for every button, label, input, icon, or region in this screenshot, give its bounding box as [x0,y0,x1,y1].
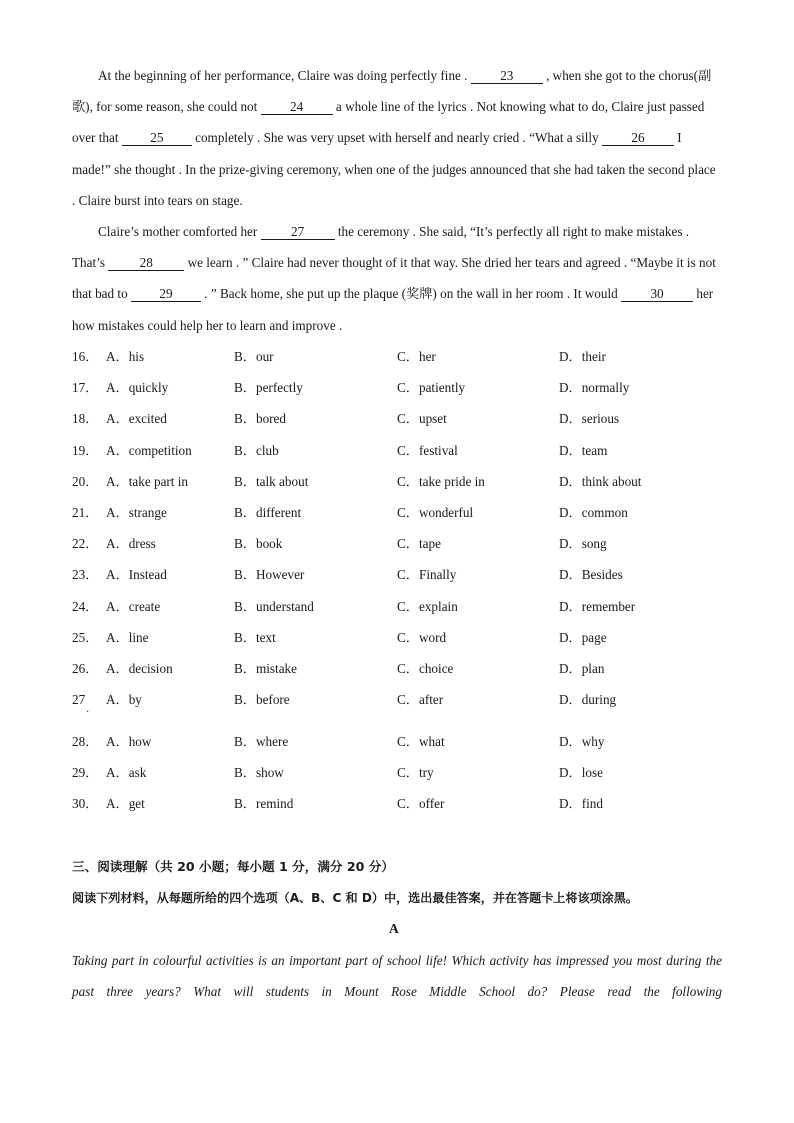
option-a: A．decision [106,661,173,676]
option-c: C．festival [397,443,458,458]
option-d: D．why [559,734,605,749]
option-a: A．how [106,734,152,749]
passage-paragraph-1 [72,60,722,216]
option-a: A．dress [106,536,156,551]
question-row [72,628,732,648]
option-c: C．her [397,349,436,364]
option-d: D．think about [559,474,642,489]
option-d: D．find [559,796,603,811]
option-b: B．show [234,765,284,780]
option-a: A．quickly [106,380,169,395]
section-instruction: 阅读下列材料，从每题所给的四个选项（A、B、C 和 D）中，选出最佳答案，并在答题卡上将该项涂黑。 [72,891,638,905]
question-row [72,472,732,492]
option-d: D．team [559,443,608,458]
question-row [72,565,732,585]
question-row [72,597,732,617]
option-b: B．text [234,630,276,645]
question-number: 26． [72,661,99,676]
option-a: A．get [106,796,145,811]
option-c: C．try [397,765,434,780]
option-c: C．word [397,630,447,645]
passage-text: a whole line of the lyrics . Not knowing what to do, Claire just passed over that [72,99,705,146]
option-a: A．Instead [106,567,167,582]
question-number: 30． [72,796,99,811]
blank-24: 24 [261,99,333,115]
blank-23: 23 [471,68,543,84]
question-row [72,409,732,429]
question-row [72,732,732,752]
question-number: 16． [72,349,99,364]
option-d: D．common [559,505,628,520]
option-a: A．ask [106,765,147,780]
option-c: C．tape [397,536,441,551]
question-row [72,690,732,710]
option-d: D．serious [559,411,620,426]
question-row [72,659,732,679]
option-b: B．club [234,443,279,458]
option-d: D．lose [559,765,603,780]
question-number: 18． [72,411,99,426]
option-a: A．strange [106,505,167,520]
question-number: 27 [72,692,86,707]
question-number: 17． [72,380,99,395]
passage-text: . ” Back home, she put up the plaque (奖牌) on the wall in her room . It would [200,286,622,302]
question-number: 20． [72,474,99,489]
option-d: D．page [559,630,607,645]
option-b: B．before [234,692,290,707]
option-c: C．wonderful [397,505,474,520]
option-a: A．take part in [106,474,189,489]
question-number: 21． [72,505,99,520]
option-d: D．their [559,349,606,364]
option-a: A．by [106,692,142,707]
blank-28: 28 [108,255,184,271]
blank-26: 26 [602,130,674,146]
blank-25: 25 [122,130,192,146]
option-b: B．understand [234,599,314,614]
option-a: A．line [106,630,149,645]
option-b: B．where [234,734,289,749]
passage-text: At the beginning of her performance, Claire was doing perfectly fine . [98,68,471,83]
question-row [72,794,732,814]
option-c: C．after [397,692,444,707]
option-c: C．what [397,734,445,749]
question-number: 28． [72,734,99,749]
reading-intro: Taking part in colourful activities is an important part of school life! Which activity has impressed you most during the past three years? What will students in Mount Rose Middle School do? Please read the following [72,953,722,1000]
question-number: 25． [72,630,99,645]
option-c: C．offer [397,796,445,811]
passage-text: Claire’s mother comforted her [98,224,261,239]
option-a: A．his [106,349,145,364]
option-d: D．during [559,692,617,707]
option-b: B．mistake [234,661,298,676]
option-a: A．competition [106,443,192,458]
passage-text: we learn . ” Claire had never thought of it that way. She dried her tears and agreed . “Maybe it is not that bad to [72,255,716,302]
question-row [72,503,732,523]
option-b: B．perfectly [234,380,303,395]
option-b: B．our [234,349,274,364]
question-number: 23． [72,567,99,582]
option-b: B．talk about [234,474,309,489]
question-row [72,347,732,367]
question-row [72,378,732,398]
option-c: C．take pride in [397,474,485,489]
blank-27: 27 [261,224,335,240]
option-b: B．different [234,505,302,520]
question-number: 22． [72,536,99,551]
option-d: D．normally [559,380,630,395]
passage-text: I made!” she thought . In the prize-giving ceremony, when one of the judges announced that she had taken the second place . Claire burst into tears on stage. [72,130,716,208]
option-b: B．bored [234,411,287,426]
option-a: A．create [106,599,161,614]
question-row [72,763,732,783]
passage-letter: A [389,921,399,936]
option-c: C．patiently [397,380,466,395]
option-a: A．excited [106,411,167,426]
passage-paragraph-2 [72,216,722,341]
passage-text: completely . She was very upset with herself and nearly cried . “What a silly [191,130,602,146]
option-d: D．song [559,536,607,551]
option-b: B．book [234,536,283,551]
option-c: C．Finally [397,567,457,582]
option-d: D．Besides [559,567,623,582]
stray-dot: · [86,707,90,718]
option-c: C．upset [397,411,447,426]
blank-29: 29 [131,286,201,302]
option-c: C．explain [397,599,458,614]
question-number: 29． [72,765,99,780]
question-row [72,441,732,461]
option-b: B．remind [234,796,294,811]
question-number: 24． [72,599,99,614]
option-d: D．remember [559,599,636,614]
option-c: C．choice [397,661,454,676]
passage-text: , when she got to the chorus(副歌), for some reason, she could not [72,68,712,115]
question-row [72,534,732,554]
option-d: D．plan [559,661,605,676]
blank-30: 30 [621,286,693,302]
option-b: B．However [234,567,305,582]
section-title: 三、阅读理解（共 20 小题；每小题 1 分，满分 20 分） [72,859,394,874]
passage-text: her how mistakes could help her to learn and improve . [72,286,714,333]
passage-text: the ceremony . She said, “It’s perfectly all right to make mistakes . That’s [72,224,690,271]
question-number: 19． [72,443,99,458]
